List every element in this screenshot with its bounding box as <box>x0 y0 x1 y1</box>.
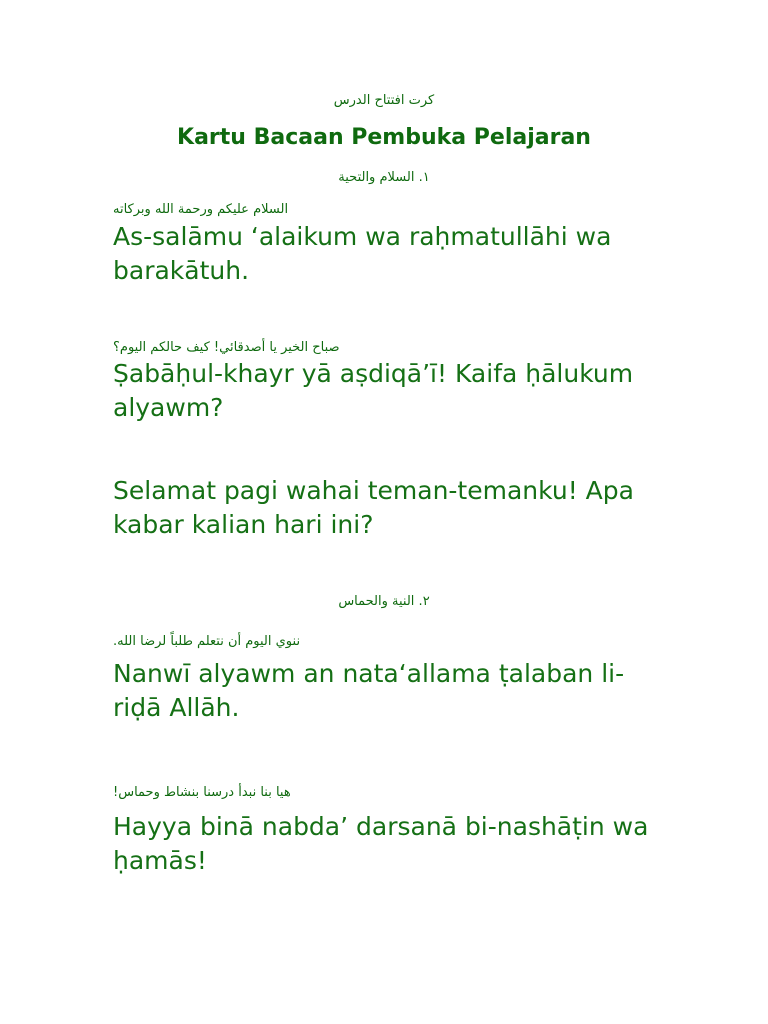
arabic-good-morning: صباح الخير يا أصدقائي! كيف حالكم اليوم؟ <box>113 340 340 355</box>
section-heading-intention: ٢. النية والحماس <box>338 594 430 609</box>
section-heading-greeting: ١. السلام والتحية <box>338 170 430 185</box>
arabic-intention: ننوي اليوم أن نتعلم طلباً لرضا الله. <box>113 634 301 649</box>
arabic-greeting: السلام عليكم ورحمة الله وبركاته <box>113 202 289 217</box>
arabic-lets-begin: هيا بنا نبدأ درسنا بنشاط وحماس! <box>113 785 291 800</box>
arabic-title: كرت افتتاح الدرس <box>333 93 435 108</box>
translation-good-morning: Selamat pagi wahai teman-temanku! Apa kabar kalian hari ini? <box>113 476 634 539</box>
latin-lets-begin: Hayya binā nabda’ darsanā bi-nashāṭin wa ḥamās! <box>113 812 649 875</box>
latin-greeting: As-salāmu ‘alaikum wa raḥmatullāhi wa barakātuh. <box>113 222 612 285</box>
latin-intention: Nanwī alyawm an nata‘allama ṭalaban li-riḍā Allāh. <box>113 659 625 722</box>
latin-good-morning: Ṣabāḥul-khayr yā aṣdiqā’ī! Kaifa ḥālukum alyawm? <box>113 359 634 422</box>
page-title: Kartu Bacaan Pembuka Pelajaran <box>177 125 591 150</box>
